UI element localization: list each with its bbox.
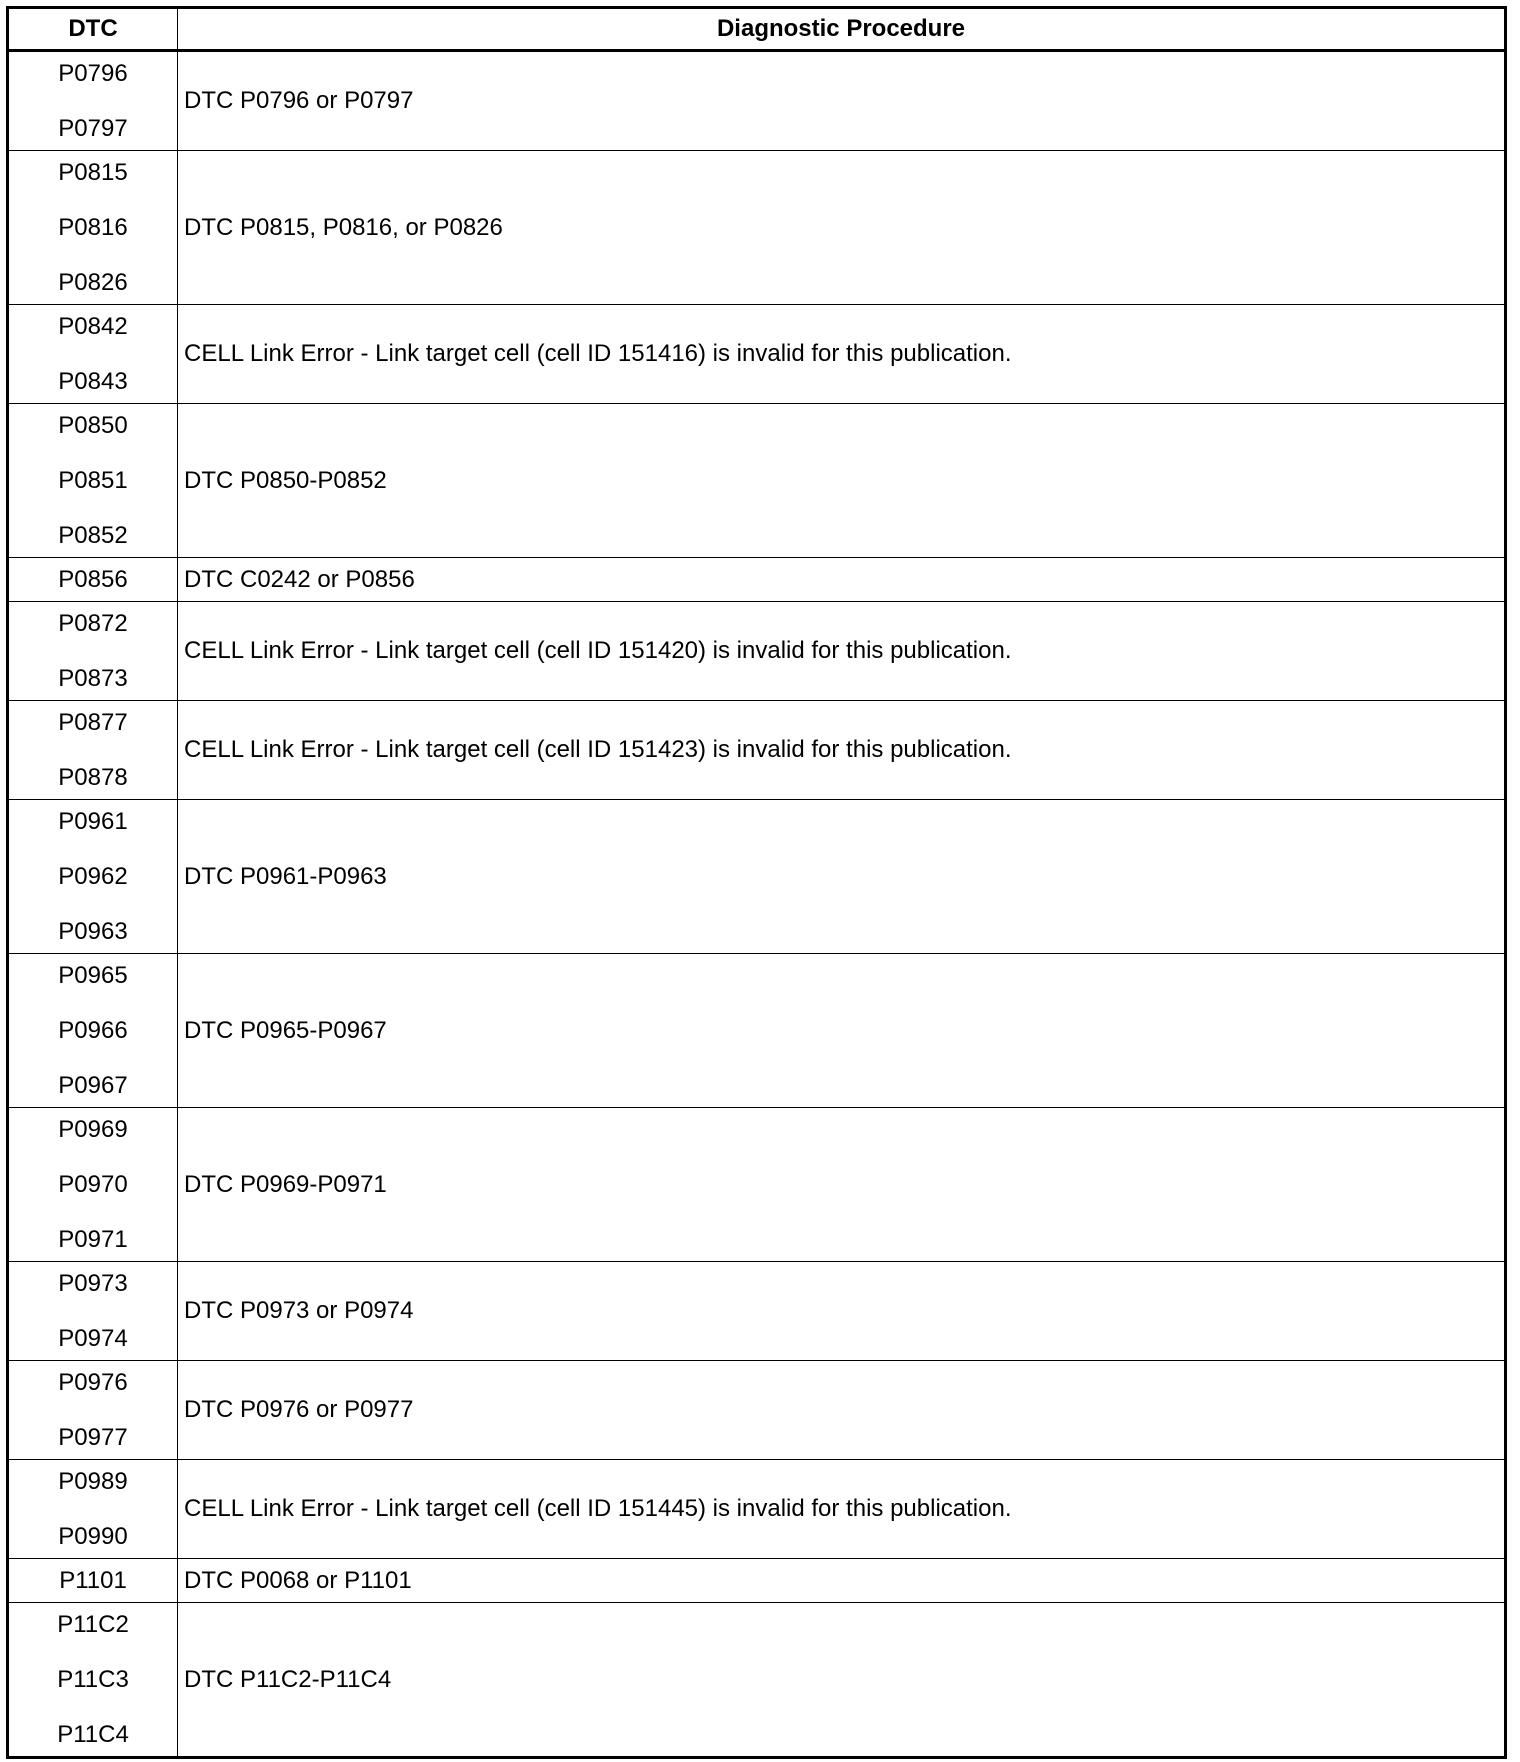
dtc-code: P0971 [58, 1226, 128, 1253]
diagnostic-procedure-cell: DTC P0976 or P0977 [178, 1361, 1506, 1460]
dtc-code: P0966 [58, 1017, 128, 1044]
table-row [8, 151, 1506, 305]
dtc-code: P0970 [58, 1171, 128, 1198]
diagnostic-procedure-cell: DTC C0242 or P0856 [178, 558, 1506, 602]
dtc-codes-cell [8, 602, 178, 701]
table-row [8, 1108, 1506, 1262]
table-row [8, 1361, 1506, 1460]
diagnostic-procedure-cell: CELL Link Error - Link target cell (cell ID 151423) is invalid for this publication. [178, 701, 1506, 800]
dtc-code: P11C4 [57, 1721, 129, 1748]
table-row [8, 1603, 1506, 1758]
dtc-procedure-table [6, 6, 1507, 1759]
dtc-code: P0976 [58, 1369, 128, 1396]
dtc-code: P0973 [58, 1270, 128, 1297]
diagnostic-procedure-cell: DTC P0815, P0816, or P0826 [178, 151, 1506, 305]
dtc-code: P0873 [58, 665, 128, 692]
dtc-codes-cell [8, 1262, 178, 1361]
dtc-codes-cell [8, 701, 178, 800]
table-row [8, 701, 1506, 800]
diagnostic-procedure-cell: DTC P0850-P0852 [178, 404, 1506, 558]
diagnostic-procedure-cell: CELL Link Error - Link target cell (cell ID 151445) is invalid for this publication. [178, 1460, 1506, 1559]
dtc-code: P0856 [58, 566, 128, 593]
diagnostic-procedure-cell: DTC P0068 or P1101 [178, 1559, 1506, 1603]
dtc-codes-cell [8, 1559, 178, 1603]
table-header [8, 8, 1506, 51]
dtc-code: P0969 [58, 1116, 128, 1143]
dtc-codes-cell [8, 404, 178, 558]
diagnostic-procedure-cell: CELL Link Error - Link target cell (cell ID 151420) is invalid for this publication. [178, 602, 1506, 701]
table-body [8, 51, 1506, 1758]
dtc-codes-cell [8, 1460, 178, 1559]
dtc-codes-cell [8, 954, 178, 1108]
dtc-code: P0851 [58, 467, 128, 494]
table-row [8, 954, 1506, 1108]
dtc-codes-cell [8, 1603, 178, 1758]
dtc-code: P0963 [58, 918, 128, 945]
dtc-code: P0852 [58, 522, 128, 549]
dtc-code: P0990 [58, 1523, 128, 1550]
table-row [8, 1460, 1506, 1559]
dtc-code: P0797 [58, 115, 128, 142]
dtc-codes-cell [8, 558, 178, 602]
dtc-code: P0796 [58, 60, 128, 87]
table-row [8, 1262, 1506, 1361]
dtc-code: P0815 [58, 159, 128, 186]
dtc-code: P0965 [58, 962, 128, 989]
dtc-code: P0977 [58, 1424, 128, 1451]
table-row [8, 404, 1506, 558]
procedure-column-header: Diagnostic Procedure [178, 8, 1506, 51]
dtc-code: P0967 [58, 1072, 128, 1099]
dtc-code: P0826 [58, 269, 128, 296]
dtc-code: P0974 [58, 1325, 128, 1352]
table-row [8, 602, 1506, 701]
dtc-code: P0816 [58, 214, 128, 241]
dtc-codes-cell [8, 151, 178, 305]
table-row [8, 558, 1506, 602]
dtc-codes-cell [8, 1361, 178, 1460]
dtc-code: P0962 [58, 863, 128, 890]
dtc-column-header: DTC [8, 8, 178, 51]
dtc-codes-cell [8, 305, 178, 404]
diagnostic-procedure-cell: DTC P0969-P0971 [178, 1108, 1506, 1262]
diagnostic-procedure-cell: CELL Link Error - Link target cell (cell ID 151416) is invalid for this publication. [178, 305, 1506, 404]
dtc-code: P0878 [58, 764, 128, 791]
diagnostic-procedure-cell: DTC P0965-P0967 [178, 954, 1506, 1108]
table-row [8, 1559, 1506, 1603]
table-row [8, 51, 1506, 151]
diagnostic-procedure-cell: DTC P0973 or P0974 [178, 1262, 1506, 1361]
dtc-codes-cell [8, 800, 178, 954]
dtc-code: P0872 [58, 610, 128, 637]
dtc-code: P0989 [58, 1468, 128, 1495]
diagnostic-procedure-cell: DTC P0961-P0963 [178, 800, 1506, 954]
dtc-code: P0850 [58, 412, 128, 439]
dtc-code: P0961 [58, 808, 128, 835]
dtc-codes-cell [8, 1108, 178, 1262]
header-row [8, 8, 1506, 51]
dtc-code: P11C3 [57, 1666, 129, 1693]
dtc-code: P1101 [59, 1567, 127, 1594]
dtc-code: P0843 [58, 368, 128, 395]
table-row [8, 305, 1506, 404]
dtc-codes-cell [8, 51, 178, 151]
diagnostic-procedure-cell: DTC P11C2-P11C4 [178, 1603, 1506, 1758]
diagnostic-procedure-cell: DTC P0796 or P0797 [178, 51, 1506, 151]
dtc-code: P11C2 [57, 1611, 129, 1638]
dtc-code: P0842 [58, 313, 128, 340]
dtc-code: P0877 [58, 709, 128, 736]
table-row [8, 800, 1506, 954]
